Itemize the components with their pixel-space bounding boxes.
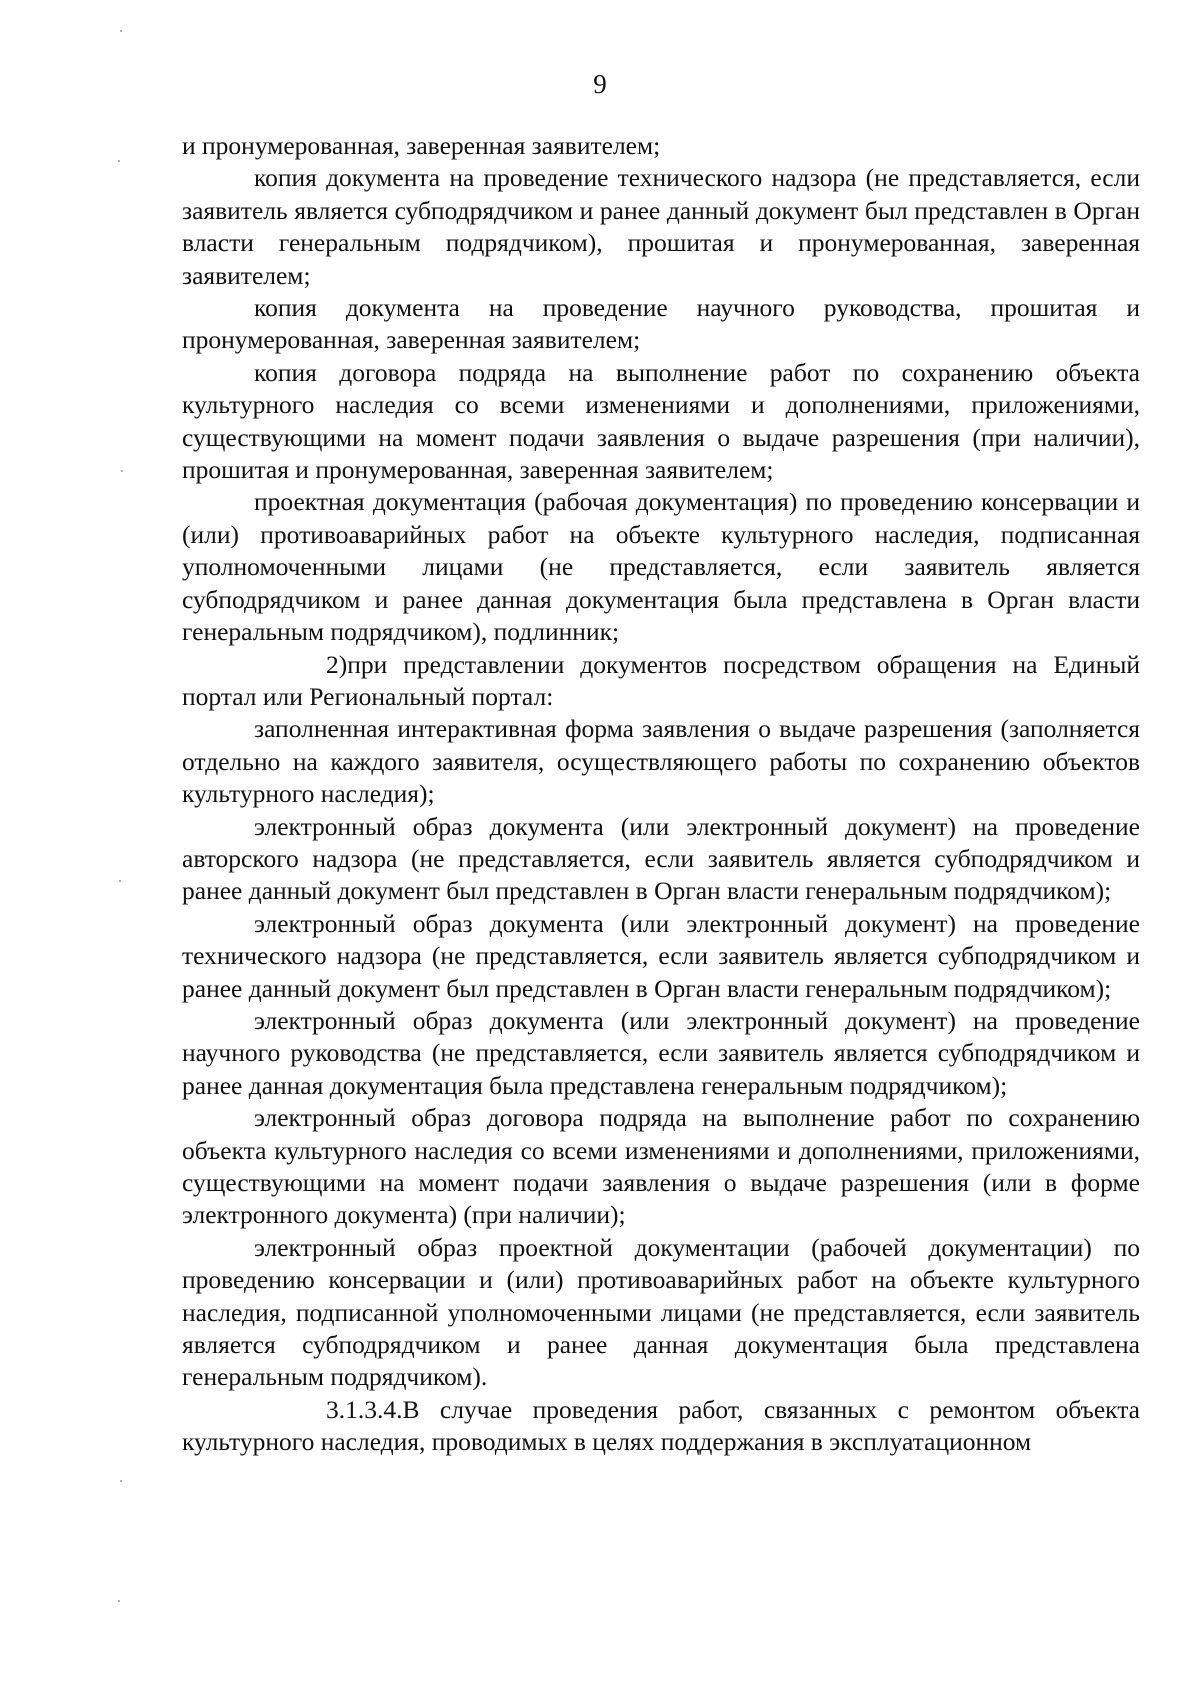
scan-artifact — [121, 470, 123, 472]
scan-artifact — [120, 30, 122, 32]
paragraph-continuation: и пронумерованная, заверенная заявителем; — [182, 131, 661, 160]
paragraph-interactive-form: заполненная интерактивная форма заявления о выдаче разрешения (заполняется отдельно на каждого заявителя, осуществляющего работы по сохранению объектов культурного наследия); — [182, 714, 1140, 809]
paragraph-contract-copy: копия договора подряда на выполнение работ по сохранению объекта культурного наследия со всеми изменениями и дополнениями, приложениями, существующими на момент подачи заявления о выдаче разрешения (при наличии), прошитая и пронумерованная, заверенная заявителем; — [182, 357, 1140, 485]
paragraph-project-documentation-electronic: электронный образ проектной документации (рабочей документации) по проведению консервации и (или) противоаварийных работ на объекте культурного наследия, подписанной уполномоченными лицами (не представляется, если заявитель является субподрядчиком и ранее данная документация была представлена генеральным подрядчиком). — [182, 1232, 1140, 1392]
scan-artifact — [118, 1600, 120, 1602]
scan-artifact — [119, 880, 121, 882]
clause-number: 3.1.3.4. — [326, 1394, 403, 1424]
paragraph-tech-supervision-electronic: электронный образ документа (или электронный документ) на проведение технического надзора (не представляется, если заявитель является субподрядчиком и ранее данный документ был представлен в Орган власти генеральным подрядчиком); — [182, 908, 1140, 1003]
paragraph-author-supervision-electronic: электронный образ документа (или электронный документ) на проведение авторского надзора (не представляется, если заявитель является субподрядчиком и ранее данный документ был представлен в Орган власти генеральным подрядчиком); — [182, 811, 1140, 906]
paragraph-project-documentation: проектная документация (рабочая документация) по проведению консервации и (или) противоаварийных работ на объекте культурного наследия, подписанная уполномоченными лицами (не представляется, если заявитель является субподрядчиком и ранее данная документация была представлена в Орган власти генеральным подрядчиком), подлинник; — [182, 487, 1140, 647]
scan-artifact — [120, 1480, 122, 1482]
clause-3-1-3-4 — [182, 1394, 1140, 1459]
list-marker: 2) — [326, 649, 348, 679]
paragraph-scientific-guidance-electronic: электронный образ документа (или электронный документ) на проведение научного руководства (не представляется, если заявитель является субподрядчиком и ранее данная документация была представлена генеральным подрядчиком); — [182, 1005, 1140, 1100]
list-item-2 — [182, 649, 1140, 714]
list-item-text: при представлении документов посредством обращения на Единый портал или Региональный портал: — [182, 649, 1140, 711]
paragraph-scientific-guidance-copy: копия документа на проведение научного руководства, прошитая и пронумерованная, заверенная заявителем; — [182, 293, 1140, 355]
paragraph-tech-supervision-copy: копия документа на проведение технического надзора (не представляется, если заявитель является субподрядчиком и ранее данный документ был представлен в Орган власти генеральным подрядчиком), прошитая и пронумерованная, заверенная заявителем; — [182, 163, 1140, 290]
paragraph-contract-electronic: электронный образ договора подряда на выполнение работ по сохранению объекта культурного наследия со всеми изменениями и дополнениями, приложениями, существующими на момент подачи заявления о выдаче разрешения (или в форме электронного документа) (при наличии); — [182, 1103, 1140, 1230]
scan-artifact — [118, 160, 120, 162]
page-number: 9 — [593, 69, 607, 99]
document-body — [182, 130, 1140, 1459]
clause-text: В случае проведения работ, связанных с ремонтом объекта культурного наследия, проводимых в целях поддержания в эксплуатационном — [182, 1394, 1140, 1457]
